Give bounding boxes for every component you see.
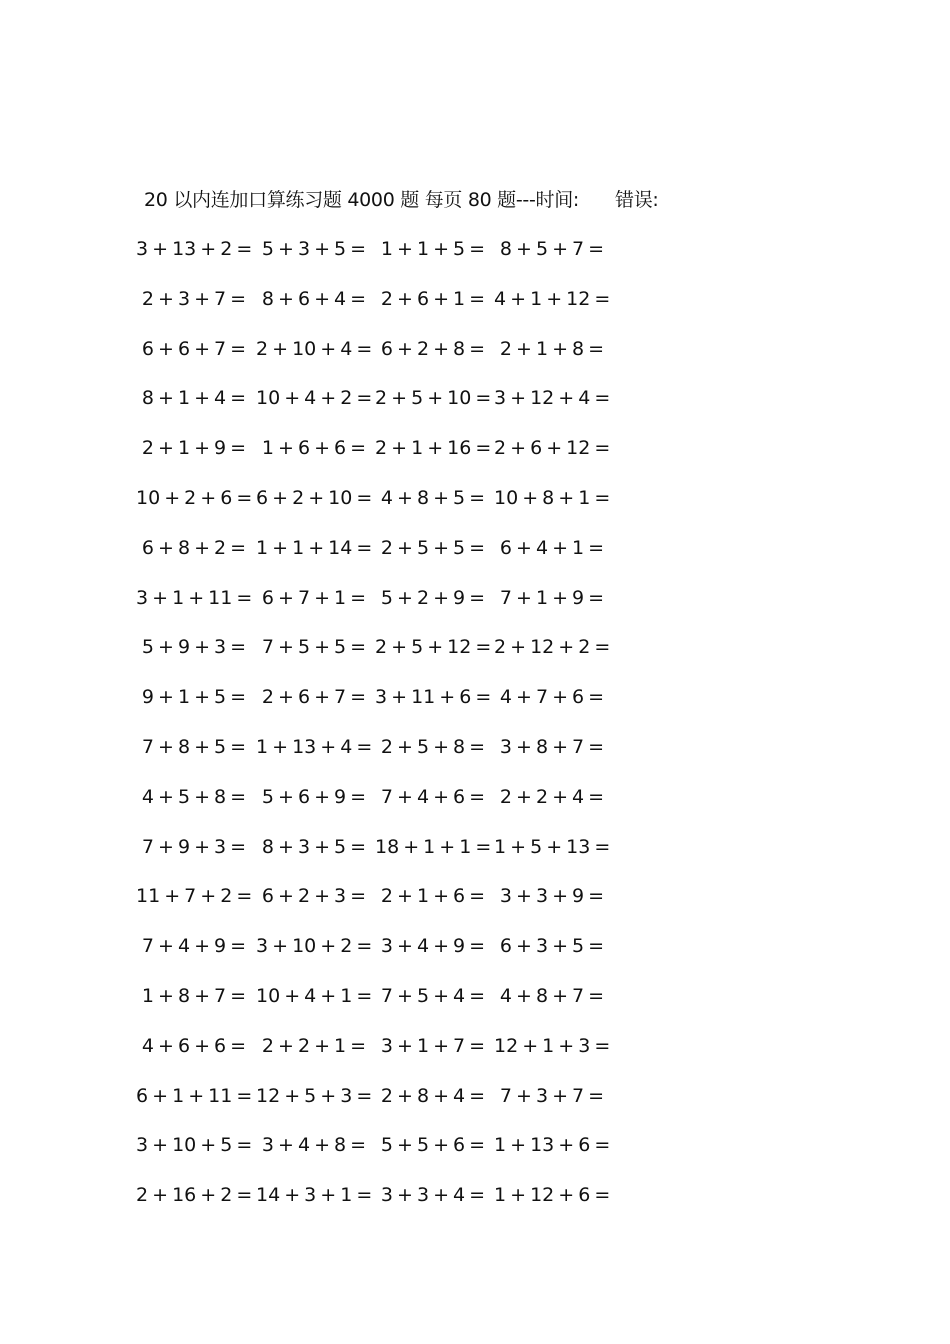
problem-item: 6 + 7 + 1 = xyxy=(261,586,367,609)
worksheet-title: 20 以内连加口算练习题 4000 题 每页 80 题---时间: xyxy=(144,189,580,211)
problem-item: 8 + 6 + 4 = xyxy=(261,287,367,310)
problem-item: 3 + 3 + 4 = xyxy=(380,1184,486,1207)
problem-item: 3 + 1 + 11 = xyxy=(136,586,253,609)
problem-item: 2 + 5 + 5 = xyxy=(380,536,486,559)
problem-row xyxy=(136,1082,644,1132)
problem-item: 10 + 8 + 1 = xyxy=(494,486,611,509)
problem-item: 1 + 13 + 6 = xyxy=(494,1134,611,1157)
problem-item: 4 + 1 + 12 = xyxy=(494,287,611,310)
problem-item: 8 + 5 + 7 = xyxy=(499,238,605,260)
problem-item: 5 + 9 + 3 = xyxy=(141,636,247,659)
problem-item: 3 + 13 + 2 = xyxy=(136,238,253,260)
problem-item: 9 + 1 + 5 = xyxy=(141,686,247,709)
problem-item: 2 + 10 + 4 = xyxy=(256,337,373,360)
problem-item: 3 + 12 + 4 = xyxy=(494,387,611,410)
problem-item: 10 + 4 + 2 = xyxy=(256,387,373,410)
problem-item: 2 + 1 + 9 = xyxy=(141,437,247,460)
problem-item: 2 + 12 + 2 = xyxy=(494,636,611,659)
problem-row xyxy=(136,484,644,534)
problem-item: 3 + 10 + 5 = xyxy=(136,1134,253,1157)
problem-item: 2 + 1 + 8 = xyxy=(499,337,605,360)
problem-item: 7 + 5 + 4 = xyxy=(380,984,486,1007)
problem-item: 2 + 2 + 4 = xyxy=(499,785,605,808)
problem-item: 3 + 11 + 6 = xyxy=(375,686,492,709)
problem-item: 3 + 8 + 7 = xyxy=(499,735,605,758)
problem-item: 1 + 13 + 4 = xyxy=(256,735,373,758)
problem-item: 3 + 3 + 9 = xyxy=(499,885,605,908)
problem-item: 1 + 6 + 6 = xyxy=(261,437,367,460)
problem-item: 2 + 8 + 4 = xyxy=(380,1084,486,1107)
problem-item: 1 + 1 + 5 = xyxy=(380,238,486,260)
problem-item: 6 + 3 + 5 = xyxy=(499,935,605,958)
problem-item: 1 + 5 + 13 = xyxy=(494,835,611,858)
problem-item: 2 + 5 + 8 = xyxy=(380,735,486,758)
problem-row xyxy=(136,235,644,285)
problem-row xyxy=(141,534,644,584)
problem-item: 6 + 2 + 3 = xyxy=(261,885,367,908)
problem-row xyxy=(141,335,644,385)
problem-row xyxy=(141,683,644,733)
problem-item: 5 + 6 + 9 = xyxy=(261,785,367,808)
problem-item: 6 + 8 + 2 = xyxy=(141,536,247,559)
problem-row xyxy=(141,384,644,434)
problem-grid xyxy=(136,235,644,1231)
problem-item: 14 + 3 + 1 = xyxy=(256,1184,373,1207)
problem-item: 2 + 5 + 10 = xyxy=(375,387,492,410)
problem-item: 2 + 6 + 7 = xyxy=(261,686,367,709)
problem-item: 8 + 1 + 4 = xyxy=(141,387,247,410)
problem-item: 3 + 4 + 8 = xyxy=(261,1134,367,1157)
problem-item: 5 + 5 + 6 = xyxy=(380,1134,486,1157)
problem-item: 12 + 1 + 3 = xyxy=(494,1034,611,1057)
problem-item: 5 + 3 + 5 = xyxy=(261,238,367,260)
problem-item: 2 + 6 + 1 = xyxy=(380,287,486,310)
problem-row xyxy=(141,633,644,683)
problem-item: 2 + 1 + 6 = xyxy=(380,885,486,908)
problem-item: 7 + 8 + 5 = xyxy=(141,735,247,758)
problem-item: 6 + 1 + 11 = xyxy=(136,1084,253,1107)
problem-item: 6 + 4 + 1 = xyxy=(499,536,605,559)
problem-item: 2 + 2 + 1 = xyxy=(261,1034,367,1057)
problem-row xyxy=(141,982,644,1032)
problem-item: 7 + 4 + 9 = xyxy=(141,935,247,958)
problem-item: 2 + 1 + 16 = xyxy=(375,437,492,460)
problem-item: 11 + 7 + 2 = xyxy=(136,885,253,908)
problem-item: 4 + 5 + 8 = xyxy=(141,785,247,808)
problem-item: 1 + 8 + 7 = xyxy=(141,984,247,1007)
problem-item: 2 + 6 + 12 = xyxy=(494,437,611,460)
problem-item: 2 + 16 + 2 = xyxy=(136,1184,253,1207)
problem-row xyxy=(141,1032,644,1082)
problem-item: 1 + 1 + 14 = xyxy=(256,536,373,559)
problem-row xyxy=(141,434,644,484)
problem-item: 10 + 4 + 1 = xyxy=(256,984,373,1007)
problem-item: 4 + 7 + 6 = xyxy=(499,686,605,709)
problem-item: 2 + 3 + 7 = xyxy=(141,287,247,310)
problem-row xyxy=(136,882,644,932)
problem-item: 6 + 6 + 7 = xyxy=(141,337,247,360)
problem-item: 10 + 2 + 6 = xyxy=(136,486,253,509)
problem-row xyxy=(136,1181,644,1231)
problem-item: 18 + 1 + 1 = xyxy=(375,835,492,858)
problem-item: 2 + 5 + 12 = xyxy=(375,636,492,659)
problem-item: 5 + 2 + 9 = xyxy=(380,586,486,609)
problem-row xyxy=(141,285,644,335)
problem-item: 4 + 6 + 6 = xyxy=(141,1034,247,1057)
problem-row xyxy=(141,783,644,833)
problem-item: 7 + 1 + 9 = xyxy=(499,586,605,609)
problem-item: 7 + 5 + 5 = xyxy=(261,636,367,659)
problem-row xyxy=(141,833,644,883)
problem-row xyxy=(136,1131,644,1181)
problem-item: 12 + 5 + 3 = xyxy=(256,1084,373,1107)
errors-label: 错误: xyxy=(615,189,659,211)
problem-item: 3 + 4 + 9 = xyxy=(380,935,486,958)
problem-item: 7 + 9 + 3 = xyxy=(141,835,247,858)
problem-item: 8 + 3 + 5 = xyxy=(261,835,367,858)
worksheet-header xyxy=(144,186,659,214)
problem-row xyxy=(141,733,644,783)
problem-row xyxy=(141,932,644,982)
problem-item: 1 + 12 + 6 = xyxy=(494,1184,611,1207)
problem-item: 7 + 3 + 7 = xyxy=(499,1084,605,1107)
problem-item: 4 + 8 + 7 = xyxy=(499,984,605,1007)
problem-item: 4 + 8 + 5 = xyxy=(380,486,486,509)
problem-item: 3 + 10 + 2 = xyxy=(256,935,373,958)
problem-row xyxy=(136,584,644,634)
problem-item: 3 + 1 + 7 = xyxy=(380,1034,486,1057)
problem-item: 6 + 2 + 8 = xyxy=(380,337,486,360)
problem-item: 7 + 4 + 6 = xyxy=(380,785,486,808)
problem-item: 6 + 2 + 10 = xyxy=(256,486,373,509)
